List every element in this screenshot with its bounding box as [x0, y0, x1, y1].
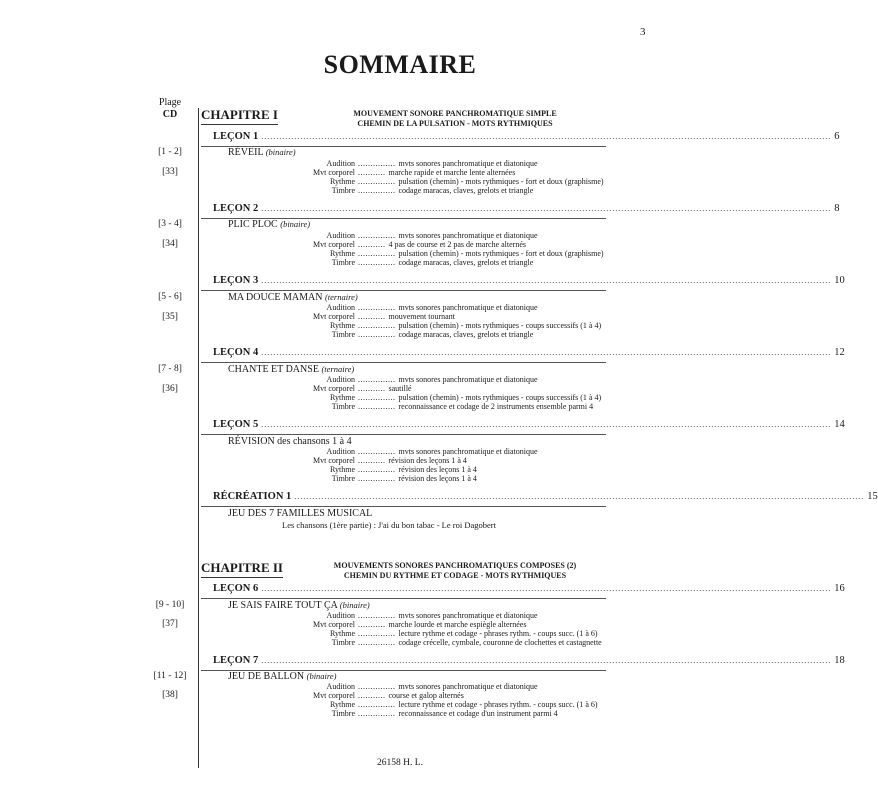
track-cd: [1 - 2] — [158, 147, 182, 157]
lecon-5-entry[interactable] — [213, 419, 845, 430]
lecon-page: 18 — [834, 655, 845, 666]
lecon-6-details — [280, 611, 602, 647]
track-number: [34] — [162, 239, 178, 249]
section-rule — [201, 362, 606, 363]
leader-dots: .............................................................................................................................................................................................. — [261, 348, 832, 357]
detail-label: Audition — [326, 375, 355, 384]
detail-dots: ............... — [358, 393, 396, 402]
detail-dots: ............... — [358, 186, 396, 195]
detail-row — [280, 168, 604, 177]
section-rule — [201, 598, 606, 599]
detail-dots: ............... — [358, 159, 396, 168]
track-number: [35] — [162, 312, 178, 322]
recreation-page: 15 — [867, 491, 878, 502]
detail-label: Rythme — [329, 249, 355, 258]
detail-label: Mvt corporel — [313, 312, 355, 321]
detail-row — [280, 709, 598, 718]
detail-text: mvts sonores panchromatique et diatonique — [398, 447, 538, 456]
leader-dots: .............................................................................................................................................................................................. — [261, 420, 832, 429]
chapter-2-subtitle-line2: CHEMIN DU RYTHME ET CODAGE - MOTS RYTHMIQUES — [343, 571, 567, 580]
song-title — [228, 436, 352, 447]
detail-dots: ............... — [358, 321, 396, 330]
detail-label: Rythme — [329, 465, 355, 474]
song-title — [228, 364, 354, 375]
detail-row — [280, 240, 604, 249]
lecon-page: 12 — [834, 347, 845, 358]
detail-label: Audition — [326, 231, 355, 240]
detail-text: mvts sonores panchromatique et diatonique — [398, 682, 538, 691]
lecon-page: 6 — [834, 131, 840, 142]
detail-text: révision des leçons 1 à 4 — [398, 465, 477, 474]
footer-reference: 26158 H. L. — [377, 758, 423, 768]
detail-text: pulsation (chemin) - mots rythmiques - coups successifs (1 à 4) — [398, 393, 602, 402]
song-title — [228, 219, 310, 230]
detail-text: lecture rythme et codage - phrases rythm. - coups succ. (1 à 6) — [398, 629, 598, 638]
section-rule — [201, 434, 606, 435]
detail-dots: ............... — [358, 330, 396, 339]
detail-row — [280, 321, 601, 330]
detail-dots: ............... — [358, 709, 396, 718]
cd-label: CD — [162, 109, 178, 120]
leader-dots: .............................................................................................................................................................................................. — [261, 204, 832, 213]
detail-label: Rythme — [329, 629, 355, 638]
detail-dots: ............... — [358, 700, 396, 709]
detail-row — [280, 312, 601, 321]
section-rule — [201, 290, 606, 291]
song-title — [228, 600, 370, 611]
detail-text: reconnaissance et codage d'un instrument parmi 4 — [398, 709, 558, 718]
lecon-7-details — [280, 682, 598, 718]
detail-row — [280, 303, 601, 312]
track-number: [38] — [162, 690, 178, 700]
detail-row — [280, 177, 604, 186]
song-mode: (binaire) — [280, 219, 311, 229]
page-title: SOMMAIRE — [323, 50, 477, 79]
lecon-page: 16 — [834, 583, 845, 594]
plage-label: Plage — [158, 97, 182, 108]
leader-dots: .............................................................................................................................................................................................. — [261, 276, 832, 285]
lecon-1-details — [280, 159, 604, 195]
detail-row — [280, 691, 598, 700]
detail-label: Mvt corporel — [313, 691, 355, 700]
detail-text: mvts sonores panchromatique et diatonique — [398, 611, 538, 620]
detail-text: pulsation (chemin) - mots rythmiques - coups successifs (1 à 4) — [398, 321, 602, 330]
lecon-page: 8 — [834, 203, 840, 214]
track-cd: [3 - 4] — [158, 219, 182, 229]
detail-text: lecture rythme et codage - phrases rythm. - coups succ. (1 à 6) — [398, 700, 598, 709]
detail-label: Mvt corporel — [313, 384, 355, 393]
song-mode: (binaire) — [306, 671, 337, 681]
detail-row — [280, 384, 601, 393]
detail-dots: ............... — [358, 682, 396, 691]
track-cd: [9 - 10] — [155, 600, 185, 610]
detail-text: pulsation (chemin) - mots rythmiques - fort et doux (graphisme) — [398, 249, 604, 258]
detail-label: Mvt corporel — [313, 240, 355, 249]
detail-text: mvts sonores panchromatique et diatonique — [398, 159, 538, 168]
detail-text: codage maracas, claves, grelots et triangle — [398, 330, 534, 339]
detail-row — [280, 474, 538, 483]
detail-label: Rythme — [329, 177, 355, 186]
track-cd: [5 - 6] — [158, 292, 182, 302]
detail-text: révision des leçons 1 à 4 — [398, 474, 477, 483]
detail-dots: ........... — [358, 620, 386, 629]
detail-label: Timbre — [331, 474, 355, 483]
detail-dots: ........... — [358, 384, 386, 393]
lecon-label: LEÇON 2 — [213, 203, 259, 214]
detail-row — [280, 620, 602, 629]
leader-dots: .............................................................................................................................................................................................. — [261, 656, 832, 665]
song-name: CHANTE ET DANSE — [228, 364, 319, 375]
detail-row — [280, 249, 604, 258]
detail-dots: ........... — [358, 240, 386, 249]
track-number: [37] — [162, 619, 178, 629]
detail-text: codage crécelle, cymbale, couronne de clochettes et castagnette — [398, 638, 602, 647]
page-number: 3 — [640, 26, 646, 38]
detail-label: Audition — [326, 682, 355, 691]
detail-text: sautillé — [388, 384, 412, 393]
detail-label: Timbre — [331, 258, 355, 267]
lecon-label: LEÇON 3 — [213, 275, 259, 286]
column-divider — [198, 108, 199, 768]
song-name: JE SAIS FAIRE TOUT ÇA — [228, 600, 338, 611]
song-mode: (binaire) — [265, 147, 296, 157]
detail-row — [280, 611, 602, 620]
detail-row — [280, 393, 601, 402]
detail-row — [280, 330, 601, 339]
track-number: [36] — [162, 384, 178, 394]
chapter-2-subtitle-line1: MOUVEMENTS SONORES PANCHROMATIQUES COMPOSES (2) — [333, 561, 577, 570]
song-mode: (binaire) — [339, 600, 370, 610]
detail-label: Audition — [326, 611, 355, 620]
detail-dots: ............... — [358, 447, 396, 456]
detail-dots: ............... — [358, 474, 396, 483]
detail-dots: ............... — [358, 375, 396, 384]
lecon-7-entry[interactable] — [213, 655, 845, 666]
lecon-label: LEÇON 6 — [213, 583, 259, 594]
detail-text: mvts sonores panchromatique et diatonique — [398, 375, 538, 384]
detail-row — [280, 638, 602, 647]
lecon-page: 14 — [834, 419, 845, 430]
detail-text: 4 pas de course et 2 pas de marche alternés — [388, 240, 526, 249]
detail-label: Timbre — [331, 709, 355, 718]
detail-text: marche rapide et marche lente alternées — [388, 168, 516, 177]
detail-label: Audition — [326, 159, 355, 168]
detail-dots: ........... — [358, 312, 386, 321]
detail-text: mvts sonores panchromatique et diatonique — [398, 231, 538, 240]
detail-row — [280, 186, 604, 195]
song-name: RÉVEIL — [228, 147, 264, 158]
song-mode: (ternaire) — [324, 292, 358, 302]
detail-label: Timbre — [331, 402, 355, 411]
lecon-label: LEÇON 4 — [213, 347, 259, 358]
recreation-chansons: Les chansons (1ère partie) : J'ai du bon tabac - Le roi Dagobert — [282, 520, 496, 530]
chapter-2-title: CHAPITRE II — [201, 560, 283, 578]
lecon-label: LEÇON 1 — [213, 131, 259, 142]
recreation-1-entry[interactable] — [213, 491, 878, 502]
detail-dots: ............... — [358, 303, 396, 312]
detail-label: Rythme — [329, 393, 355, 402]
detail-text: pulsation (chemin) - mots rythmiques - fort et doux (graphisme) — [398, 177, 604, 186]
lecon-6-entry[interactable] — [213, 583, 845, 594]
song-name: PLIC PLOC — [228, 219, 278, 230]
song-name: JEU DE BALLON — [228, 671, 305, 682]
song-name: MA DOUCE MAMAN — [228, 292, 323, 303]
plage-cd-header — [150, 97, 190, 121]
lecon-4-entry[interactable] — [213, 347, 845, 358]
lecon-label: LEÇON 7 — [213, 655, 259, 666]
detail-dots: ............... — [358, 231, 396, 240]
lecon-page: 10 — [834, 275, 845, 286]
detail-dots: ............... — [358, 402, 396, 411]
track-number: [33] — [162, 167, 178, 177]
detail-text: révision des leçons 1 à 4 — [388, 456, 467, 465]
chapter-1-subtitle-line1: MOUVEMENT SONORE PANCHROMATIQUE SIMPLE — [353, 109, 557, 118]
detail-row — [280, 159, 604, 168]
detail-dots: ............... — [358, 629, 396, 638]
detail-label: Mvt corporel — [313, 620, 355, 629]
detail-dots: ............... — [358, 258, 396, 267]
detail-text: course et galop alternés — [388, 691, 464, 700]
detail-text: codage maracas, claves, grelots et triangle — [398, 186, 534, 195]
detail-label: Audition — [326, 303, 355, 312]
song-name: RÉVISION des chansons 1 à 4 — [228, 436, 352, 447]
lecon-label: LEÇON 5 — [213, 419, 259, 430]
detail-text: codage maracas, claves, grelots et triangle — [398, 258, 534, 267]
leader-dots: .............................................................................................................................................................................................. — [261, 132, 832, 141]
section-rule — [201, 506, 606, 507]
detail-label: Timbre — [331, 186, 355, 195]
detail-dots: ........... — [358, 168, 386, 177]
song-title — [228, 671, 337, 682]
detail-label: Rythme — [329, 321, 355, 330]
detail-dots: ............... — [358, 638, 396, 647]
track-cd: [11 - 12] — [153, 671, 187, 681]
detail-text: mvts sonores panchromatique et diatonique — [398, 303, 538, 312]
detail-row — [280, 465, 538, 474]
leader-dots: .............................................................................................................................................................................................. — [261, 584, 832, 593]
detail-dots: ............... — [358, 177, 396, 186]
lecon-5-details — [280, 447, 538, 483]
detail-dots: ............... — [358, 249, 396, 258]
detail-label: Mvt corporel — [313, 168, 355, 177]
chapter-1-subtitle-line2: CHEMIN DE LA PULSATION - MOTS RYTHMIQUES — [357, 119, 553, 128]
leader-dots: .............................................................................................................................................................................................. — [294, 492, 865, 501]
song-mode: (ternaire) — [321, 364, 355, 374]
detail-row — [280, 629, 602, 638]
lecon-2-entry[interactable] — [213, 203, 840, 214]
chapter-1-subtitle — [290, 109, 620, 129]
track-cd: [7 - 8] — [158, 364, 182, 374]
song-title — [228, 292, 358, 303]
detail-row — [280, 682, 598, 691]
chapter-2-subtitle — [290, 561, 620, 581]
lecon-3-entry[interactable] — [213, 275, 845, 286]
detail-label: Mvt corporel — [313, 456, 355, 465]
detail-dots: ............... — [358, 465, 396, 474]
detail-text: marche lourde et marche espiègle alternées — [388, 620, 527, 629]
detail-label: Rythme — [329, 700, 355, 709]
detail-row — [280, 402, 601, 411]
lecon-1-entry[interactable] — [213, 131, 840, 142]
detail-row — [280, 258, 604, 267]
detail-row — [280, 231, 604, 240]
detail-text: reconnaissance et codage de 2 instruments ensemble parmi 4 — [398, 402, 594, 411]
detail-dots: ........... — [358, 456, 386, 465]
detail-row — [280, 375, 601, 384]
detail-dots: ........... — [358, 691, 386, 700]
detail-dots: ............... — [358, 611, 396, 620]
detail-label: Timbre — [331, 330, 355, 339]
recreation-label: RÉCRÉATION 1 — [213, 491, 292, 502]
detail-label: Audition — [326, 447, 355, 456]
detail-row — [280, 700, 598, 709]
lecon-2-details — [280, 231, 604, 267]
lecon-3-details — [280, 303, 601, 339]
detail-text: mouvement tournant — [388, 312, 455, 321]
detail-row — [280, 447, 538, 456]
song-title — [228, 147, 296, 158]
chapter-1-title: CHAPITRE I — [201, 107, 278, 125]
detail-label: Timbre — [331, 638, 355, 647]
detail-row — [280, 456, 538, 465]
lecon-4-details — [280, 375, 601, 411]
recreation-song: JEU DES 7 FAMILLES MUSICAL — [228, 508, 373, 519]
